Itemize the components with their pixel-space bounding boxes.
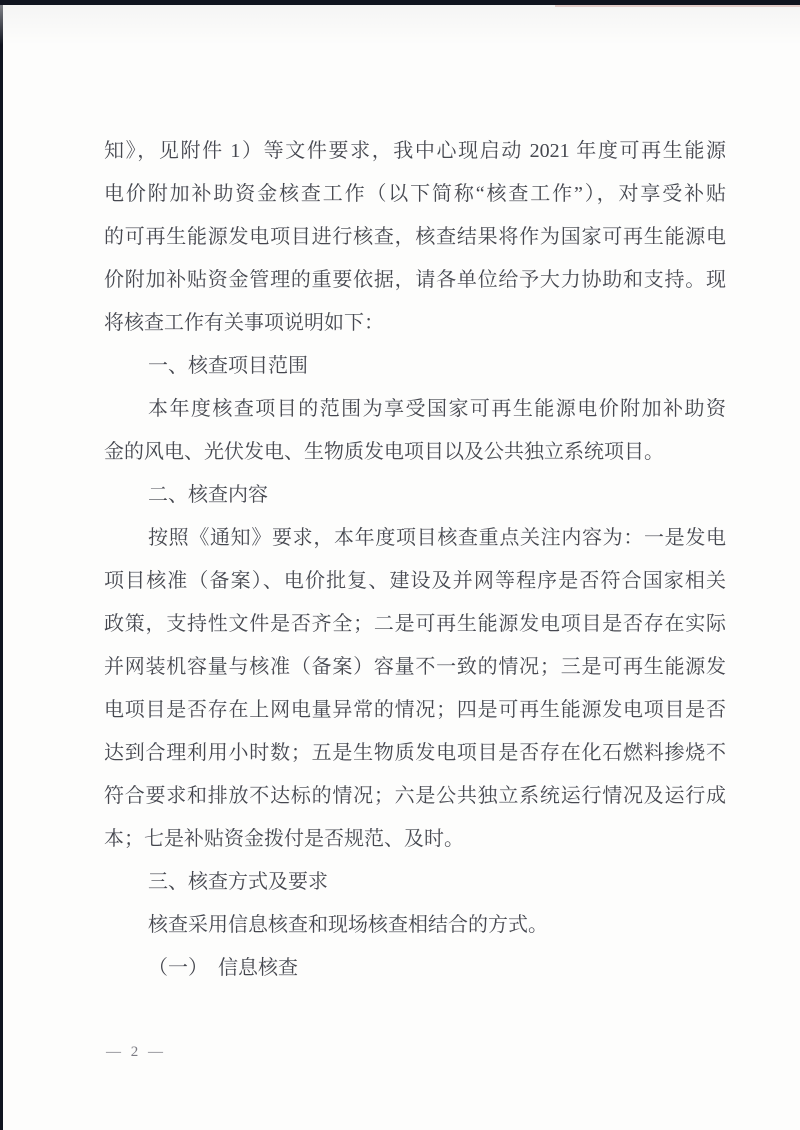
scan-left-edge	[0, 0, 3, 1130]
body-line: 本年度核查项目的范围为享受国家可再生能源电价附加补助资	[148, 398, 726, 420]
document-body	[104, 130, 726, 990]
body-line: 按照《通知》要求，本年度项目核查重点关注内容为：一是发电	[148, 527, 726, 549]
body-line: 符合要求和排放不达标的情况；六是公共独立系统运行情况及运行成	[104, 785, 726, 807]
scan-shading	[0, 5, 800, 45]
body-line: 本；七是补贴资金拨付是否规范、及时。	[104, 828, 464, 850]
section-heading-line: 二、核查内容	[148, 484, 268, 506]
body-line: 价附加补贴资金管理的重要依据，请各单位给予大力协助和支持。现	[104, 269, 726, 291]
page-number: — 2 —	[106, 1044, 166, 1060]
body-line: 核查采用信息核查和现场核查相结合的方式。	[148, 914, 548, 936]
body-line: 项目核准（备案）、电价批复、建设及并网等程序是否符合国家相关	[104, 570, 726, 592]
body-line: 并网装机容量与核准（备案）容量不一致的情况；三是可再生能源发	[104, 656, 726, 678]
body-line: 电项目是否存在上网电量异常的情况；四是可再生能源发电项目是否	[104, 699, 726, 721]
body-line: 电价附加补助资金核查工作（以下简称“核查工作”），对享受补贴	[104, 183, 726, 205]
section-heading-line: 一、核查项目范围	[148, 355, 308, 377]
body-line: 知》，见附件 1）等文件要求，我中心现启动 2021 年度可再生能源	[104, 140, 726, 162]
body-line: 金的风电、光伏发电、生物质发电项目以及公共独立系统项目。	[104, 441, 664, 463]
body-line: 政策，支持性文件是否齐全；二是可再生能源发电项目是否存在实际	[104, 613, 726, 635]
body-line: 将核查工作有关事项说明如下：	[104, 312, 384, 334]
body-line: 达到合理利用小时数；五是生物质发电项目是否存在化石燃料掺烧不	[104, 742, 726, 764]
body-line: 的可再生能源发电项目进行核查，核查结果将作为国家可再生能源电	[104, 226, 726, 248]
section-heading-line: 三、核查方式及要求	[148, 871, 328, 893]
subsection-heading-line: （一） 信息核查	[148, 957, 298, 979]
